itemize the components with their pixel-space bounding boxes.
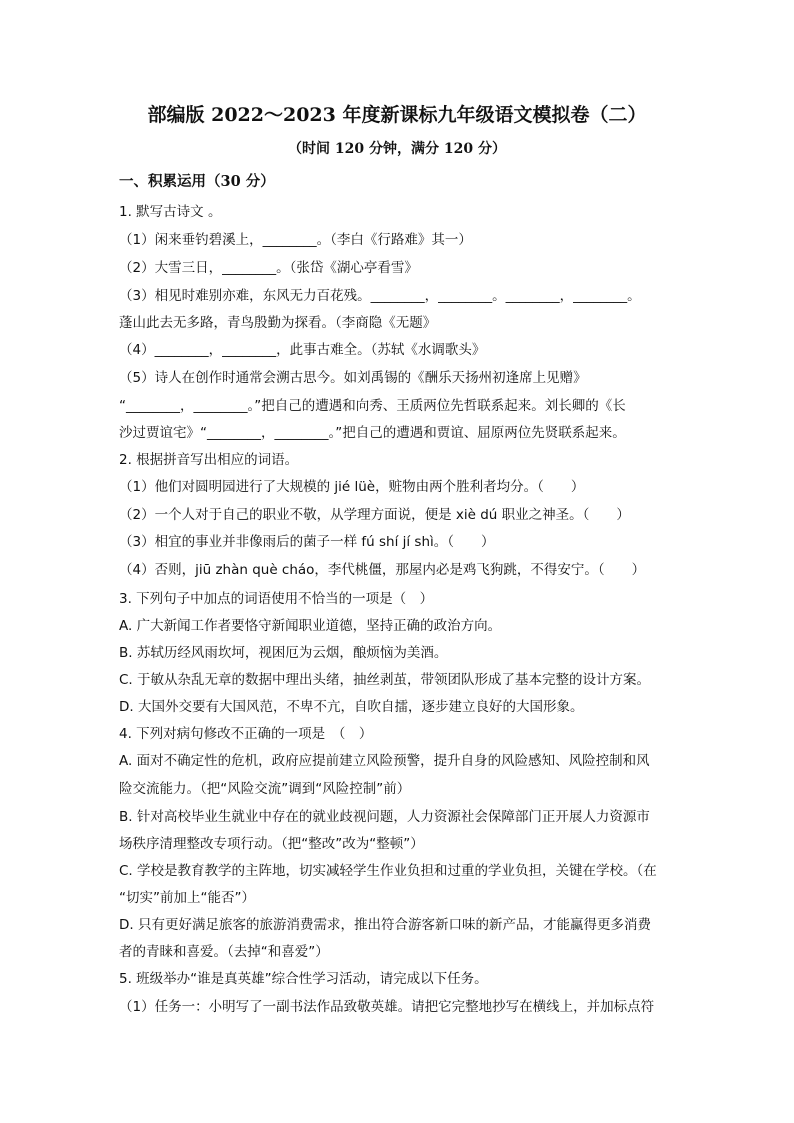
question-line: （4）否则，jiū zhàn què cháo，李代桃僵，那屋内必是鸡飞狗跳，不得安宁。（ ） bbox=[119, 562, 646, 578]
question-line: （5）诗人在创作时通常会溯古思今。如刘禹锡的《酬乐天扬州初逢席上见赠》 bbox=[119, 370, 587, 386]
question-line: （2）大雪三日，________。（张岱《湖心亭看雪》 bbox=[119, 260, 418, 276]
option-line: 者的青睐和喜爱。（去掉“和喜爱”） bbox=[119, 944, 329, 960]
option-line: B. 苏轼历经风雨坎坷，视困厄为云烟，酿烦恼为美酒。 bbox=[119, 645, 448, 661]
option-line: C. 于敏从杂乱无章的数据中理出头绪，抽丝剥茧，带领团队形成了基本完整的设计方案。 bbox=[119, 672, 651, 688]
option-line: 场秩序清理整改专项行动。（把“整改”改为“整顿”） bbox=[119, 836, 424, 852]
option-line: A. 面对不确定性的危机，政府应提前建立风险预警，提升自身的风险感知、风险控制和风 bbox=[119, 753, 650, 769]
option-line: 险交流能力。（把“风险交流”调到“风险控制”前） bbox=[119, 781, 411, 797]
question-line: （1）他们对圆明园进行了大规模的 jié lüè，赃物由两个胜利者均分。（ ） bbox=[119, 479, 585, 495]
question-line: （3）相宜的事业并非像雨后的菌子一样 fú shí jí shì。（ ） bbox=[119, 534, 495, 550]
question-line: （4）________，________，此事古难全。（苏轼《水调歌头》 bbox=[119, 342, 486, 358]
question-line: （1）任务一：小明写了一副书法作品致敬英雄。请把它完整地抄写在横线上，并加标点符 bbox=[119, 999, 655, 1015]
question-line: （2）一个人对于自己的职业不敬，从学理方面说，便是 xiè dú 职业之神圣。（ ） bbox=[119, 507, 630, 523]
option-line: D. 只有更好满足旅客的旅游消费需求，推出符合游客新口味的新产品，才能赢得更多消费 bbox=[119, 917, 651, 933]
question-line: （3）相见时难别亦难，东风无力百花残。________，________。________，________。 bbox=[119, 288, 641, 304]
page-subtitle: （时间 120 分钟，满分 120 分） bbox=[288, 141, 506, 157]
question-line: 沙过贾谊宅》“________，________。”把自己的遭遇和贾谊、屈原两位先贤联系起来。 bbox=[119, 425, 626, 441]
question-line: 3. 下列句子中加点的词语使用不恰当的一项是（ ） bbox=[119, 591, 434, 607]
question-line: 蓬山此去无多路，青鸟殷勤为探看。（李商隐《无题》 bbox=[119, 315, 437, 331]
section-heading: 一、积累运用（30 分） bbox=[119, 173, 275, 190]
page-title: 部编版 2022～2023 年度新课标九年级语文模拟卷（二） bbox=[147, 104, 647, 126]
question-line: 1. 默写古诗文 。 bbox=[119, 204, 222, 220]
question-line: 4. 下列对病句修改不正确的一项是 （ ） bbox=[119, 726, 373, 742]
option-line: A. 广大新闻工作者要恪守新闻职业道德，坚持正确的政治方向。 bbox=[119, 618, 502, 634]
question-line: “________，________。”把自己的遭遇和向秀、王质两位先哲联系起来。刘长卿的《长 bbox=[119, 398, 626, 414]
question-line: 5. 班级举办“谁是真英雄”综合性学习活动，请完成以下任务。 bbox=[119, 971, 488, 987]
question-line: 2. 根据拼音写出相应的词语。 bbox=[119, 452, 299, 468]
question-line: （1）闲来垂钓碧溪上，________。（李白《行路难》其一） bbox=[119, 232, 472, 248]
option-line: “切实”前加上“能否”） bbox=[119, 890, 255, 906]
option-line: D. 大国外交要有大国风范，不卑不亢，自吹自擂，逐步建立良好的大国形象。 bbox=[119, 699, 584, 715]
option-line: B. 针对高校毕业生就业中存在的就业歧视问题，人力资源社会保障部门正开展人力资源市 bbox=[119, 809, 650, 825]
option-line: C. 学校是教育教学的主阵地，切实减轻学生作业负担和过重的学业负担，关键在学校。（在 bbox=[119, 863, 657, 879]
